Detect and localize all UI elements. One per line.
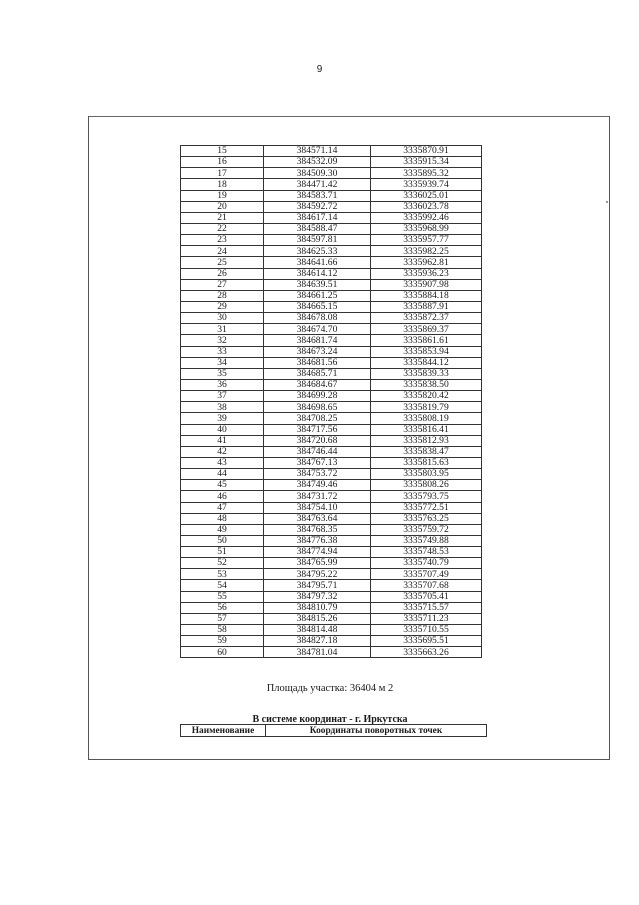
table-row — [181, 190, 482, 201]
table-row — [181, 424, 482, 435]
x-coordinate-cell: 384673.24 — [264, 346, 371, 357]
x-coordinate-cell: 384532.09 — [264, 157, 371, 168]
y-coordinate-cell: 3336025.01 — [371, 190, 482, 201]
point-number-cell: 17 — [181, 168, 264, 179]
y-coordinate-cell: 3335711.23 — [371, 613, 482, 624]
x-coordinate-cell: 384639.51 — [264, 279, 371, 290]
x-coordinate-cell: 384717.56 — [264, 424, 371, 435]
y-coordinate-cell: 3335939.74 — [371, 179, 482, 190]
y-coordinate-cell: 3335861.61 — [371, 335, 482, 346]
x-coordinate-cell: 384810.79 — [264, 602, 371, 613]
table-row — [181, 535, 482, 546]
point-number-cell: 23 — [181, 235, 264, 246]
y-coordinate-cell: 3335838.47 — [371, 446, 482, 457]
table-row — [181, 580, 482, 591]
point-number-cell: 27 — [181, 279, 264, 290]
point-number-cell: 57 — [181, 613, 264, 624]
table-row — [181, 435, 482, 446]
y-coordinate-cell: 3335968.99 — [371, 223, 482, 234]
x-coordinate-cell: 384665.15 — [264, 301, 371, 312]
x-coordinate-cell: 384588.47 — [264, 223, 371, 234]
y-coordinate-cell: 3335707.68 — [371, 580, 482, 591]
table-row — [181, 391, 482, 402]
y-coordinate-cell: 3335838.50 — [371, 379, 482, 390]
x-coordinate-cell: 384749.46 — [264, 480, 371, 491]
table-row — [181, 480, 482, 491]
y-coordinate-cell: 3335695.51 — [371, 636, 482, 647]
x-coordinate-cell: 384754.10 — [264, 502, 371, 513]
x-coordinate-cell: 384681.56 — [264, 357, 371, 368]
x-coordinate-cell: 384583.71 — [264, 190, 371, 201]
y-coordinate-cell: 3335748.53 — [371, 547, 482, 558]
y-coordinate-cell: 3335663.26 — [371, 647, 482, 658]
table-row — [181, 591, 482, 602]
y-coordinate-cell: 3335844.12 — [371, 357, 482, 368]
point-number-cell: 33 — [181, 346, 264, 357]
point-number-cell: 34 — [181, 357, 264, 368]
point-number-cell: 53 — [181, 569, 264, 580]
table-row — [181, 402, 482, 413]
x-coordinate-cell: 384617.14 — [264, 212, 371, 223]
y-coordinate-cell: 3335957.77 — [371, 235, 482, 246]
point-number-cell: 48 — [181, 513, 264, 524]
y-coordinate-cell: 3335895.32 — [371, 168, 482, 179]
table-row — [181, 491, 482, 502]
x-coordinate-cell: 384776.38 — [264, 535, 371, 546]
table-row — [181, 625, 482, 636]
table-row — [181, 469, 482, 480]
x-coordinate-cell: 384674.70 — [264, 324, 371, 335]
point-number-cell: 44 — [181, 469, 264, 480]
point-number-cell: 18 — [181, 179, 264, 190]
point-number-cell: 43 — [181, 457, 264, 468]
point-number-cell: 35 — [181, 368, 264, 379]
x-coordinate-cell: 384509.30 — [264, 168, 371, 179]
x-coordinate-cell: 384781.04 — [264, 647, 371, 658]
table-row — [181, 446, 482, 457]
y-coordinate-cell: 3335887.91 — [371, 301, 482, 312]
point-number-cell: 37 — [181, 391, 264, 402]
x-coordinate-cell: 384698.65 — [264, 402, 371, 413]
table-row — [181, 268, 482, 279]
table-row — [181, 513, 482, 524]
point-number-cell: 50 — [181, 535, 264, 546]
table-row — [181, 636, 482, 647]
y-coordinate-cell: 3335992.46 — [371, 212, 482, 223]
scan-speck — [606, 201, 608, 203]
table-row — [181, 223, 482, 234]
table-row — [181, 524, 482, 535]
x-coordinate-cell: 384795.71 — [264, 580, 371, 591]
point-number-cell: 55 — [181, 591, 264, 602]
table-row — [181, 346, 482, 357]
table-row — [181, 335, 482, 346]
y-coordinate-cell: 3335839.33 — [371, 368, 482, 379]
table-row — [181, 235, 482, 246]
y-coordinate-cell: 3335884.18 — [371, 290, 482, 301]
table-row — [181, 212, 482, 223]
point-number-cell: 49 — [181, 524, 264, 535]
x-coordinate-cell: 384661.25 — [264, 290, 371, 301]
x-coordinate-cell: 384641.66 — [264, 257, 371, 268]
y-coordinate-cell: 3335907.98 — [371, 279, 482, 290]
x-coordinate-cell: 384795.22 — [264, 569, 371, 580]
point-number-cell: 42 — [181, 446, 264, 457]
point-number-cell: 52 — [181, 558, 264, 569]
table-row — [181, 602, 482, 613]
table-row — [181, 157, 482, 168]
table-row — [181, 379, 482, 390]
y-coordinate-cell: 3335740.79 — [371, 558, 482, 569]
x-coordinate-cell: 384765.99 — [264, 558, 371, 569]
y-coordinate-cell: 3335803.95 — [371, 469, 482, 480]
table-row — [181, 569, 482, 580]
table-row — [181, 313, 482, 324]
point-number-cell: 54 — [181, 580, 264, 591]
point-number-cell: 47 — [181, 502, 264, 513]
point-number-cell: 28 — [181, 290, 264, 301]
point-number-cell: 16 — [181, 157, 264, 168]
table-row — [181, 168, 482, 179]
header-row — [181, 725, 487, 737]
table-row — [181, 502, 482, 513]
y-coordinate-cell: 3335962.81 — [371, 257, 482, 268]
point-number-cell: 19 — [181, 190, 264, 201]
table-row — [181, 279, 482, 290]
y-coordinate-cell: 3335705.41 — [371, 591, 482, 602]
x-coordinate-cell: 384614.12 — [264, 268, 371, 279]
coordinate-system-title: В системе координат - г. Иркутска — [252, 714, 408, 725]
point-number-cell: 46 — [181, 491, 264, 502]
point-number-cell: 60 — [181, 647, 264, 658]
point-number-cell: 58 — [181, 625, 264, 636]
point-number-cell: 15 — [181, 146, 264, 157]
area-text: Площадь участка: 36404 м 2 — [266, 683, 394, 694]
table-row — [181, 413, 482, 424]
y-coordinate-cell: 3335763.25 — [371, 513, 482, 524]
coordinates-header-table — [180, 724, 487, 737]
y-coordinate-cell: 3335749.88 — [371, 535, 482, 546]
table-row — [181, 246, 482, 257]
point-number-cell: 30 — [181, 313, 264, 324]
x-coordinate-cell: 384571.14 — [264, 146, 371, 157]
x-coordinate-cell: 384625.33 — [264, 246, 371, 257]
table-row — [181, 324, 482, 335]
x-coordinate-cell: 384753.72 — [264, 469, 371, 480]
x-coordinate-cell: 384774.94 — [264, 547, 371, 558]
point-number-cell: 29 — [181, 301, 264, 312]
y-coordinate-cell: 3335812.93 — [371, 435, 482, 446]
x-coordinate-cell: 384678.08 — [264, 313, 371, 324]
y-coordinate-cell: 3335820.42 — [371, 391, 482, 402]
point-number-cell: 38 — [181, 402, 264, 413]
x-coordinate-cell: 384708.25 — [264, 413, 371, 424]
coordinates-table — [180, 145, 482, 658]
table-row — [181, 290, 482, 301]
point-number-cell: 20 — [181, 201, 264, 212]
point-number-cell: 25 — [181, 257, 264, 268]
x-coordinate-cell: 384699.28 — [264, 391, 371, 402]
point-number-cell: 51 — [181, 547, 264, 558]
y-coordinate-cell: 3335819.79 — [371, 402, 482, 413]
header-coords-cell: Координаты поворотных точек — [266, 725, 487, 737]
y-coordinate-cell: 3335710.55 — [371, 625, 482, 636]
y-coordinate-cell: 3335872.37 — [371, 313, 482, 324]
table-row — [181, 301, 482, 312]
x-coordinate-cell: 384471.42 — [264, 179, 371, 190]
y-coordinate-cell: 3335772.51 — [371, 502, 482, 513]
table-row — [181, 357, 482, 368]
y-coordinate-cell: 3335853.94 — [371, 346, 482, 357]
y-coordinate-cell: 3335870.91 — [371, 146, 482, 157]
point-number-cell: 40 — [181, 424, 264, 435]
table-row — [181, 368, 482, 379]
point-number-cell: 36 — [181, 379, 264, 390]
x-coordinate-cell: 384827.18 — [264, 636, 371, 647]
x-coordinate-cell: 384814.48 — [264, 625, 371, 636]
point-number-cell: 32 — [181, 335, 264, 346]
table-row — [181, 547, 482, 558]
y-coordinate-cell: 3335808.19 — [371, 413, 482, 424]
coordinates-table-body — [181, 146, 482, 658]
table-row — [181, 179, 482, 190]
y-coordinate-cell: 3335793.75 — [371, 491, 482, 502]
y-coordinate-cell: 3335816.41 — [371, 424, 482, 435]
x-coordinate-cell: 384592.72 — [264, 201, 371, 212]
point-number-cell: 56 — [181, 602, 264, 613]
x-coordinate-cell: 384797.32 — [264, 591, 371, 602]
x-coordinate-cell: 384720.68 — [264, 435, 371, 446]
table-row — [181, 647, 482, 658]
point-number-cell: 21 — [181, 212, 264, 223]
y-coordinate-cell: 3335982.25 — [371, 246, 482, 257]
x-coordinate-cell: 384731.72 — [264, 491, 371, 502]
table-row — [181, 558, 482, 569]
x-coordinate-cell: 384681.74 — [264, 335, 371, 346]
x-coordinate-cell: 384684.67 — [264, 379, 371, 390]
table-row — [181, 257, 482, 268]
page-number: 9 — [316, 64, 323, 75]
y-coordinate-cell: 3335759.72 — [371, 524, 482, 535]
header-name-cell: Наименование — [181, 725, 266, 737]
point-number-cell: 22 — [181, 223, 264, 234]
table-row — [181, 613, 482, 624]
y-coordinate-cell: 3335815.63 — [371, 457, 482, 468]
point-number-cell: 26 — [181, 268, 264, 279]
x-coordinate-cell: 384746.44 — [264, 446, 371, 457]
point-number-cell: 39 — [181, 413, 264, 424]
point-number-cell: 45 — [181, 480, 264, 491]
point-number-cell: 24 — [181, 246, 264, 257]
x-coordinate-cell: 384767.13 — [264, 457, 371, 468]
x-coordinate-cell: 384815.26 — [264, 613, 371, 624]
y-coordinate-cell: 3335707.49 — [371, 569, 482, 580]
y-coordinate-cell: 3335936.23 — [371, 268, 482, 279]
x-coordinate-cell: 384768.35 — [264, 524, 371, 535]
y-coordinate-cell: 3335869.37 — [371, 324, 482, 335]
y-coordinate-cell: 3335715.57 — [371, 602, 482, 613]
y-coordinate-cell: 3336023.78 — [371, 201, 482, 212]
point-number-cell: 41 — [181, 435, 264, 446]
point-number-cell: 31 — [181, 324, 264, 335]
table-row — [181, 201, 482, 212]
y-coordinate-cell: 3335808.26 — [371, 480, 482, 491]
table-row — [181, 457, 482, 468]
point-number-cell: 59 — [181, 636, 264, 647]
table-row — [181, 146, 482, 157]
x-coordinate-cell: 384685.71 — [264, 368, 371, 379]
y-coordinate-cell: 3335915.34 — [371, 157, 482, 168]
x-coordinate-cell: 384763.64 — [264, 513, 371, 524]
x-coordinate-cell: 384597.81 — [264, 235, 371, 246]
